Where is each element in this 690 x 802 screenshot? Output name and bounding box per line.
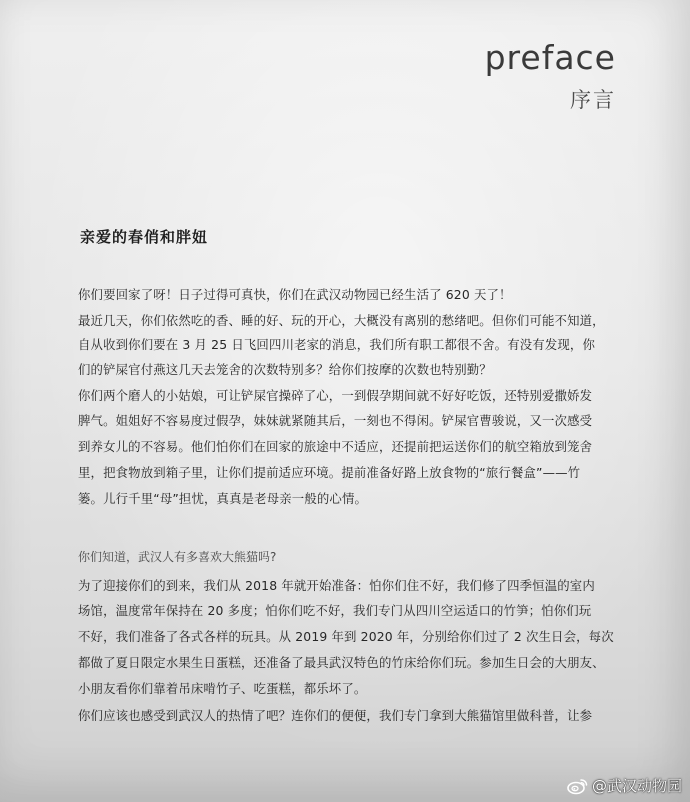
body-line: 都做了夏日限定水果生日蛋糕，还准备了最具武汉特色的竹床给你们玩。参加生日会的大朋友、 [78,655,605,670]
preface-title-en: preface [484,38,616,77]
body-line: 自从收到你们要在 3 月 25 日飞回四川老家的消息，我们所有职工都很不舍。有没有发现，你 [78,337,595,352]
body-line: 到养女儿的不容易。他们怕你们在回家的旅途中不适应，还提前把运送你们的航空箱放到笼舍 [78,439,593,454]
weibo-logo-icon [567,777,589,795]
weibo-watermark [567,775,682,796]
letter-salutation: 亲爱的春俏和胖妞 [80,228,209,246]
body-line: 篓。儿行千里“母”担忧，真真是老母亲一般的心情。 [78,491,368,506]
body-line: 为了迎接你们的到来，我们从 2018 年就开始准备：怕你们住不好，我们修了四季恒温的室内 [78,578,595,593]
section-subheading: 你们知道，武汉人有多喜欢大熊猫吗? [78,550,277,564]
preface-title-zh: 序言 [570,88,616,112]
body-line: 不好，我们准备了各式各样的玩具。从 2019 年到 2020 年，分别给你们过了 2 次生日会，每次 [78,629,614,644]
body-line: 场馆，温度常年保持在 20 多度；怕你们吃不好，我们专门从四川空运适口的竹笋；怕你们玩 [78,603,592,618]
body-line: 你们应该也感受到武汉人的热情了吧？连你们的便便，我们专门拿到大熊猫馆里做科普，让参 [78,708,593,723]
watermark-text: @武汉动物园 [591,777,682,795]
body-line: 们的铲屎官付燕这几天去笼舍的次数特别多？给你们按摩的次数也特别勤？ [78,362,492,377]
body-line: 脾气。姐姐好不容易度过假孕，妹妹就紧随其后，一刻也不得闲。铲屎官曹骏说，又一次感受 [78,413,593,428]
body-line: 你们要回家了呀！日子过得可真快，你们在武汉动物园已经生活了 620 天了！ [78,287,512,302]
body-line: 小朋友看你们靠着吊床啃竹子、吃蛋糕，都乐坏了。 [78,681,367,696]
body-line: 最近几天，你们依然吃的香、睡的好、玩的开心，大概没有离别的愁绪吧。但你们可能不知道， [78,313,605,328]
body-line: 你们两个磨人的小姑娘，可让铲屎官操碎了心，一到假孕期间就不好好吃饭，还特别爱撒娇发 [78,388,593,403]
body-line: 里，把食物放到箱子里，让你们提前适应环境。提前准备好路上放食物的“旅行餐盒”——竹 [78,465,581,480]
